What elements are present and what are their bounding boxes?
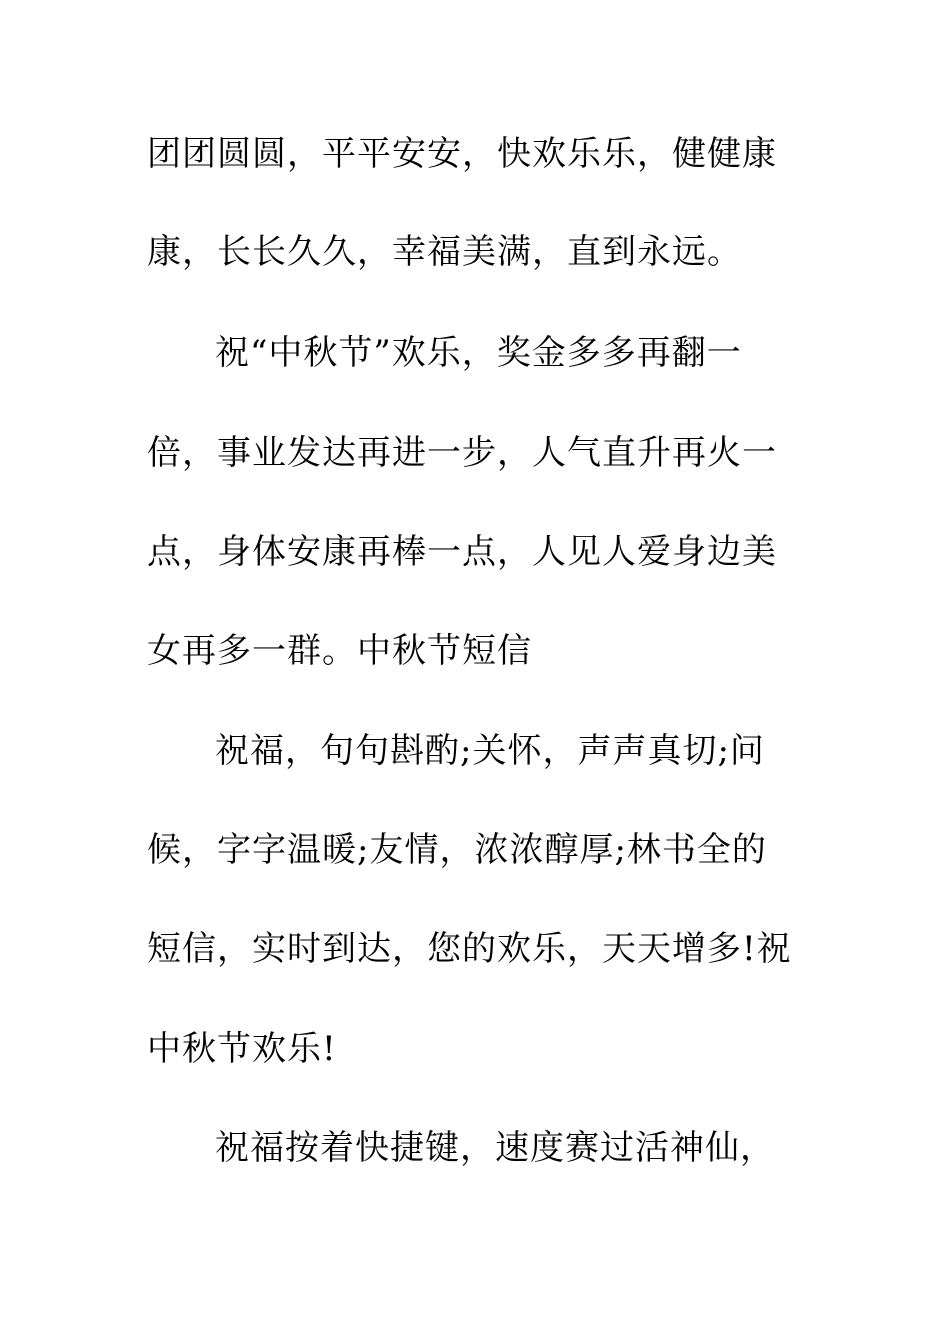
paragraph-line: 短信，实时到达，您的欢乐，天天增多!祝 [147,929,792,969]
paragraph-line: 中秋节欢乐! [147,1029,337,1069]
paragraph-line: 团团圆圆，平平安安，快欢乐乐，健健康 [147,134,777,174]
paragraph-line: 祝“中秋节”欢乐，奖金多多再翻一 [215,333,742,373]
paragraph-line: 女再多一群。中秋节短信 [147,631,532,671]
paragraph-line: 候，字字温暖;友情，浓浓醇厚;林书全的 [147,830,767,870]
paragraph-line: 点，身体安康再棒一点，人见人爱身边美 [147,532,777,572]
paragraph-line: 康，长长久久，幸福美满，直到永远。 [147,232,742,272]
paragraph-line: 倍，事业发达再进一步，人气直升再火一 [147,433,777,473]
paragraph-line: 祝福，句句斟酌;关怀，声声真切;问 [215,731,765,771]
paragraph-line: 祝福按着快捷键，速度赛过活神仙， [215,1128,775,1168]
